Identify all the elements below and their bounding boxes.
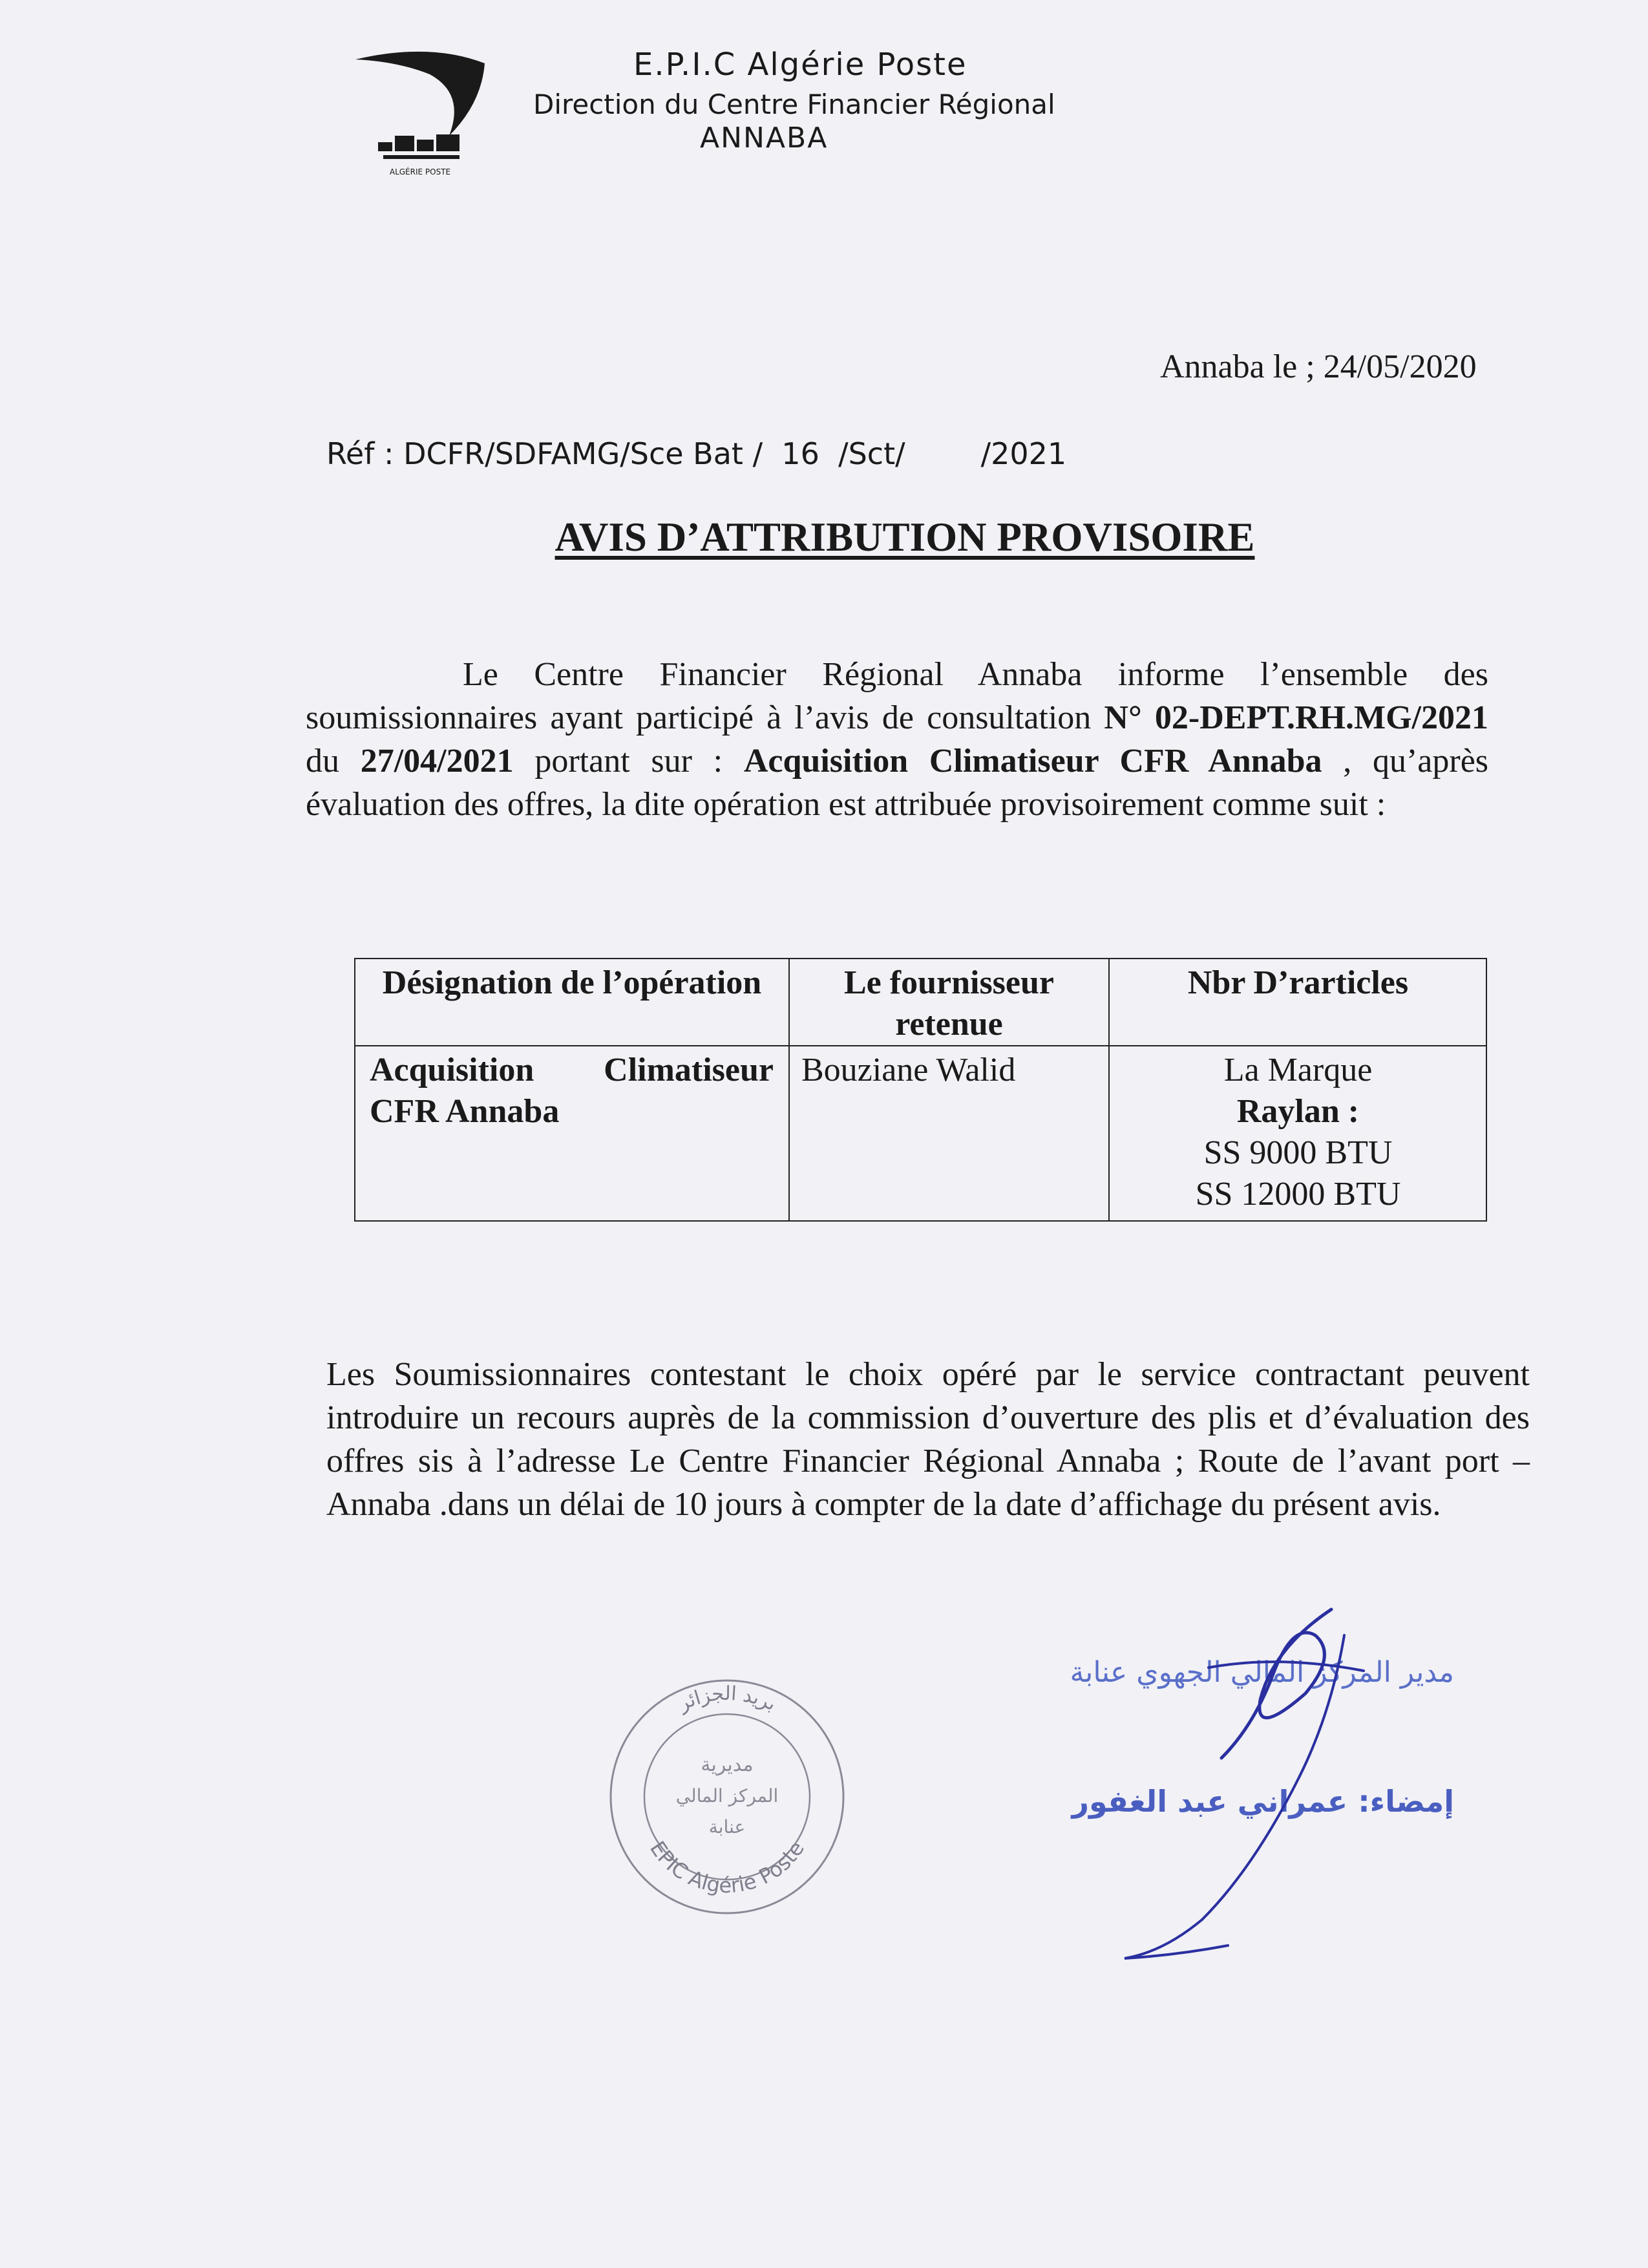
intro-paragraph: Le Centre Financier Régional Annaba informe l’ensemble des soumissionnaires ayant participé à l’avis de consultation N° 02-DEPT.RH.MG/2021 du 27/04/2021 portant sur : Acquisition Climatiseur CFR Annaba , qu’après évaluation des offres, la dite opération est attribuée provisoirement comme suit :: [306, 656, 1489, 823]
signatory-name: إمضاء: عمراني عبد الغفور: [1072, 1784, 1454, 1819]
signatory-title: مدير المركز المالي الجهوي عنابة: [1070, 1656, 1454, 1689]
cell-articles: [1110, 1050, 1486, 1215]
recours-paragraph: Les Soumissionnaires contestant le choix opéré par le service contractant peuvent introduire un recours auprès de la commission d’ouverture des plis et d’évaluation des offres sis à l’adresse Le Centre Financier Régional Annaba ; Route de l’avant port –Annaba .dans un délai de 10 jours à compter de la date d’affichage du présent avis.: [326, 1356, 1530, 1523]
stamp-inner-1: مديرية: [701, 1754, 754, 1776]
attribution-table: [354, 958, 1487, 1222]
org-department: Direction du Centre Financier Régional: [533, 89, 1055, 120]
cell-supplier: Bouziane Walid: [801, 1052, 1016, 1088]
algerie-poste-logo: [352, 45, 488, 184]
table-header-supplier: Le fournisseur retenue: [844, 964, 1054, 1043]
table-header-articles: Nbr D’rarticles: [1187, 964, 1409, 1001]
stamp-inner-2: المركز المالي: [675, 1785, 779, 1807]
org-name: E.P.I.C Algérie Poste: [633, 47, 967, 83]
articles-line-4: SS 12000 BTU: [1195, 1176, 1401, 1213]
reference-line: Réf : DCFR/SDFAMG/Sce Bat / 16 /Sct/ /2021: [326, 436, 1067, 471]
stamp-outer-bottom: EPIC Algérie Poste: [645, 1836, 809, 1898]
table-header-designation: Désignation de l’opération: [382, 964, 762, 1001]
consultation-number: N° 02-DEPT.RH.MG/2021: [1104, 699, 1489, 736]
cell-operation: Acquisition Climatiseur CFR Annaba: [370, 1052, 774, 1130]
stamp-inner-3: عنابة: [708, 1816, 746, 1838]
articles-brand: Raylan :: [1236, 1093, 1360, 1130]
articles-line-1: La Marque: [1223, 1052, 1373, 1088]
handwritten-signature: [1060, 1596, 1370, 1965]
subject: Acquisition Climatiseur CFR Annaba: [743, 743, 1322, 779]
articles-line-3: SS 9000 BTU: [1203, 1134, 1393, 1171]
logo-caption: ALGÉRIE POSTE: [389, 167, 451, 176]
date-line: Annaba le ; 24/05/2020: [1160, 348, 1477, 385]
consultation-date: 27/04/2021: [360, 743, 514, 779]
document-title: AVIS D’ATTRIBUTION PROVISOIRE: [555, 514, 1255, 560]
stamp-outer-top: بريد الجزائر: [674, 1682, 780, 1716]
svg-text:EPIC Algérie Poste: [645, 1837, 809, 1898]
official-stamp: [604, 1674, 850, 1920]
org-city: ANNABA: [700, 122, 829, 154]
